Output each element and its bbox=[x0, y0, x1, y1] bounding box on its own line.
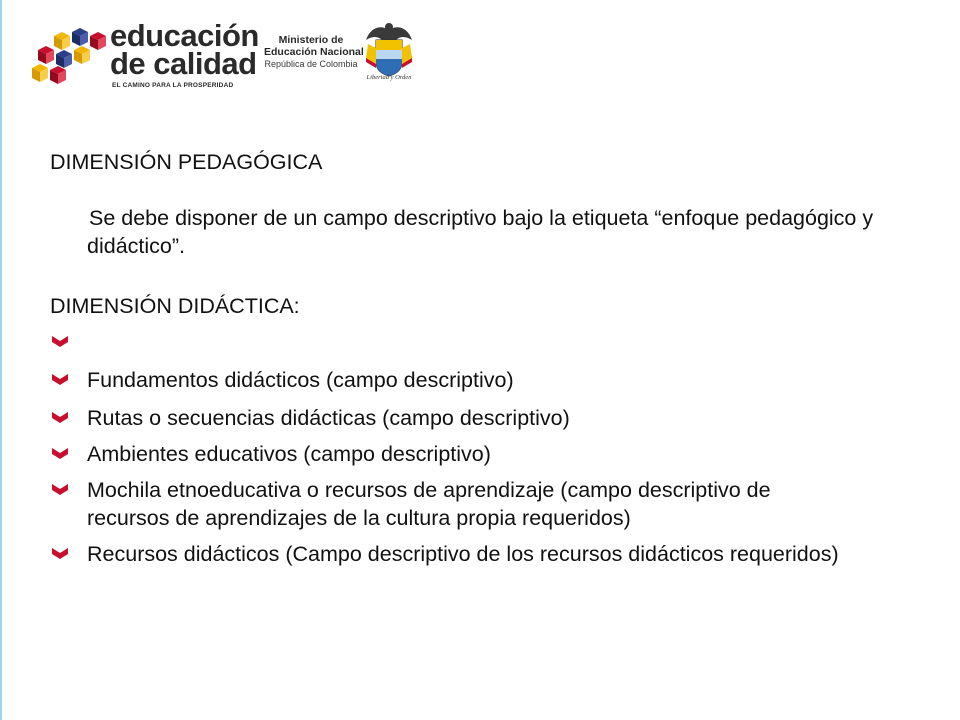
heading-dimension-didactica: DIMENSIÓN DIDÁCTICA: bbox=[50, 294, 300, 318]
bullet-text: Ambientes educativos (campo descriptivo) bbox=[87, 442, 491, 466]
chevron-down-icon bbox=[52, 410, 68, 424]
paragraph-text: Se debe disponer de un campo descriptivo bajo la etiqueta “enfoque pedagógico y didáctico”. bbox=[87, 206, 874, 258]
chevron-down-icon bbox=[52, 482, 68, 496]
paragraph-enfoque bbox=[50, 204, 897, 260]
left-edge-rule bbox=[0, 0, 2, 720]
cubes-logo-icon bbox=[32, 28, 106, 84]
crest-motto: Libertad y Orden bbox=[366, 74, 412, 81]
chevron-down-icon bbox=[52, 446, 68, 460]
didactic-bullet-list bbox=[50, 328, 930, 568]
list-item bbox=[50, 440, 930, 468]
chevron-down-icon bbox=[52, 372, 68, 386]
list-item bbox=[50, 540, 947, 568]
ministry-line-2: Educación Nacional bbox=[264, 46, 364, 58]
bullet-text: Fundamentos didácticos (campo descriptivo) bbox=[87, 368, 514, 392]
ministry-line-1: Ministerio de bbox=[278, 34, 344, 46]
educacion-de-calidad-logo bbox=[32, 18, 259, 90]
bullet-text: Rutas o secuencias didácticas (campo descriptivo) bbox=[87, 406, 570, 430]
list-item bbox=[50, 476, 847, 532]
bullet-text: Mochila etnoeducativa o recursos de aprendizaje (campo descriptivo de recursos de aprendizajes de la cultura propia requeridos) bbox=[87, 478, 771, 530]
slide-content bbox=[50, 148, 930, 568]
list-item bbox=[50, 404, 930, 432]
ministry-line-3: República de Colombia bbox=[264, 59, 358, 69]
chevron-down-icon bbox=[52, 546, 68, 560]
list-item bbox=[50, 366, 930, 394]
heading-dimension-pedagogica: DIMENSIÓN PEDAGÓGICA bbox=[50, 150, 323, 174]
logo-line-1: educación bbox=[110, 18, 259, 53]
logo-line-2: de calidad bbox=[110, 46, 257, 81]
chevron-down-icon bbox=[52, 334, 68, 348]
bullet-text: Recursos didácticos (Campo descriptivo de los recursos didácticos requeridos) bbox=[87, 542, 839, 566]
ministry-logo-text bbox=[264, 34, 364, 70]
logo-tagline: EL CAMINO PARA LA PROSPERIDAD bbox=[112, 82, 234, 89]
list-item bbox=[50, 328, 930, 356]
